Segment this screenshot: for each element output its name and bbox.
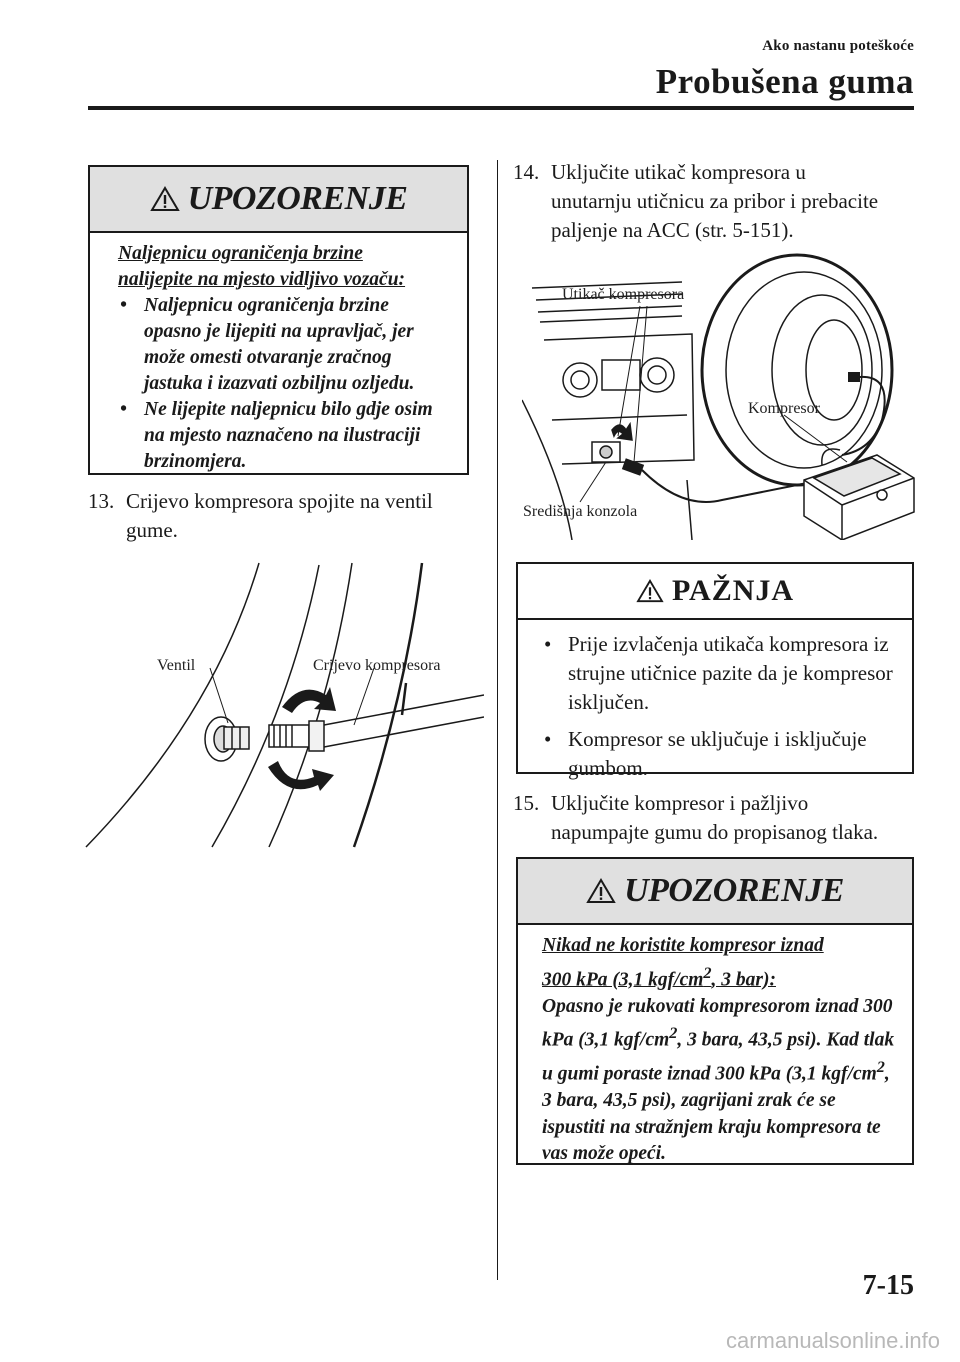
valve-icon — [205, 717, 249, 761]
caution-body — [518, 620, 912, 797]
warning-body — [518, 925, 912, 1176]
page-number: 7-15 — [862, 1270, 914, 1301]
compressor-icon — [804, 449, 914, 540]
page-title: Probušena guma — [655, 62, 914, 101]
caution-bullet: • Kompresor se uključuje i isključuje gumbom. — [544, 727, 867, 780]
header-divider — [88, 106, 914, 110]
warning-intro-line: 300 kPa (3,1 kgf/$cm^2$, 3 bar): — [542, 963, 776, 990]
warning-triangle-icon — [586, 878, 616, 904]
warning-header — [518, 859, 912, 925]
step-number: 13. — [88, 489, 115, 513]
caution-box — [516, 562, 914, 780]
warning-box-speed-label — [88, 165, 469, 475]
figure-valve-hose — [84, 555, 484, 855]
hose-icon — [269, 695, 484, 751]
warning-heading: UPOZORENJE — [624, 872, 844, 909]
warning-bullet: • Naljepnicu ograničenja brzine opasno je lijepiti na upravljač, jer može omesti otvaranje zračnog jastuka i izazvati ozbiljnu ozljedu. — [120, 295, 415, 394]
warning-triangle-icon — [150, 186, 180, 212]
bullet-dot-icon: • — [120, 399, 127, 420]
warning-header — [90, 167, 467, 233]
label-compressor-plug: Utikač kompresora — [562, 286, 685, 303]
step-number: 14. — [513, 160, 540, 184]
step-14: 14. Uključite utikač kompresora u unutarnju utičnicu za pribor i prebacite paljenje na ACC (str. 5-151). — [513, 160, 879, 242]
watermark: carmanualsonline.info — [725, 1328, 940, 1353]
cable-icon — [642, 470, 812, 502]
warning-box-pressure — [516, 857, 914, 1165]
warning-heading: UPOZORENJE — [187, 180, 408, 217]
warning-body — [90, 233, 467, 485]
bullet-dot-icon: • — [544, 727, 552, 751]
warning-intro-line: Nikad ne koristite kompresor iznad — [542, 935, 824, 956]
warning-intro-line: nalijepite na mjesto vidljivo vozaču: — [118, 269, 406, 290]
caution-header — [518, 564, 912, 620]
label-hose: Crijevo kompresora — [313, 657, 441, 674]
warning-bullet: • Ne lijepite naljepnicu bilo gdje osim na mjesto naznačeno na ilustraciji brzinomjera. — [120, 399, 433, 472]
chapter-subtitle: Ako nastanu poteškoće — [762, 38, 914, 54]
warning-intro-line: Naljepnicu ograničenja brzine — [118, 243, 363, 264]
caution-bullet: • Prije izvlačenja utikača kompresora iz strujne utičnice pazite da je kompresor isključen. — [544, 632, 893, 714]
label-valve: Ventil — [157, 657, 196, 674]
step-15: 15. Uključite kompresor i pažljivo napumpajte gumu do propisanog tlaka. — [513, 791, 879, 844]
caution-heading: PAŽNJA — [671, 574, 795, 607]
step-number: 15. — [513, 791, 540, 815]
warning-paragraph: Opasno je rukovati kompresorom iznad 300 kPa (3,1 kgf/$cm^2$, 3 bara, 43,5 psi). Kad tlak u gumi poraste iznad 300 kPa (3,1 kgf/$cm^2$, 3 bara, 43,5 psi), zagrijani zrak će se ispustiti na stražnjem kraju kompresora te vas može opeći. — [542, 995, 895, 1164]
label-compressor: Kompresor — [748, 400, 820, 417]
warning-triangle-icon — [636, 579, 664, 603]
column-divider — [497, 160, 498, 1280]
bullet-dot-icon: • — [544, 632, 552, 656]
label-center-console: Središnja konzola — [523, 503, 638, 520]
step-13: 13. Crijevo kompresora spojite na ventil gume. — [88, 489, 433, 542]
bullet-dot-icon: • — [120, 295, 127, 316]
